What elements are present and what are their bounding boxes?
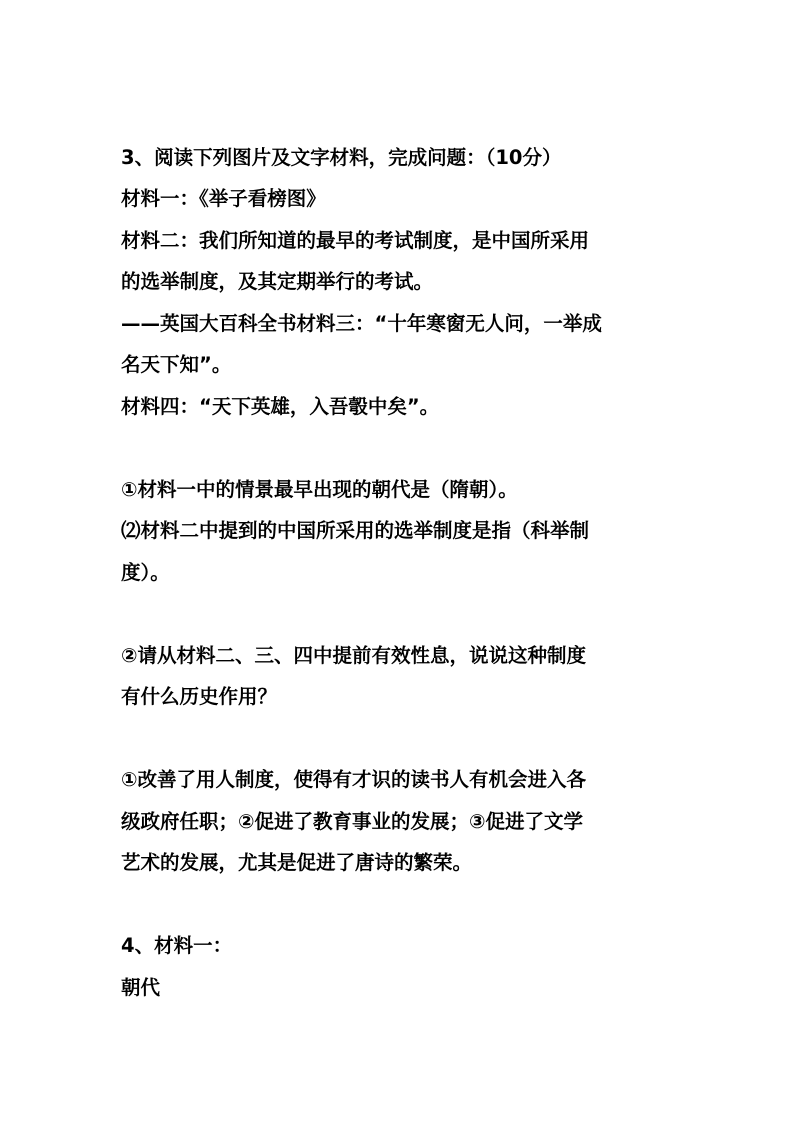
answer-3-line-3: 艺术的发展，尤其是促进了唐诗的繁荣。 [121,851,473,874]
question-3-line-2: 有什么历史作用？ [121,685,278,708]
question-3-title: 3、阅读下列图片及文字材料，完成问题：（10分） [121,146,562,169]
material-3-line-1: ——英国大百科全书材料三：“十年寒窗无人问，一举成 [121,312,602,335]
answer-2-line-1: ⑵材料二中提到的中国所采用的选举制度是指（科举制 [121,519,590,542]
answer-3-line-1: ①改善了用人制度，使得有才识的读书人有机会进入各 [121,768,587,791]
answer-1: ①材料一中的情景最早出现的朝代是（隋朝）。 [121,478,518,501]
material-1: 材料一：《举子看榜图》 [121,187,326,210]
material-2-line-1: 材料二：我们所知道的最早的考试制度，是中国所采用 [121,229,590,252]
question-4-title: 4、材料一： [121,934,233,957]
material-2-line-2: 的选举制度，及其定期举行的考试。 [121,270,434,293]
material-4: 材料四：“天下英雄，入吾彀中矣”。 [121,395,440,418]
question-4-label: 朝代 [121,976,161,999]
answer-2-line-2: 度）。 [121,561,170,584]
material-3-line-2: 名天下知”。 [121,353,232,376]
question-3-line-1: ②请从材料二、三、四中提前有效性息，说说这种制度 [121,644,587,667]
answer-3-line-2: 级政府任职；②促进了教育事业的发展；③促进了文学 [121,810,584,833]
